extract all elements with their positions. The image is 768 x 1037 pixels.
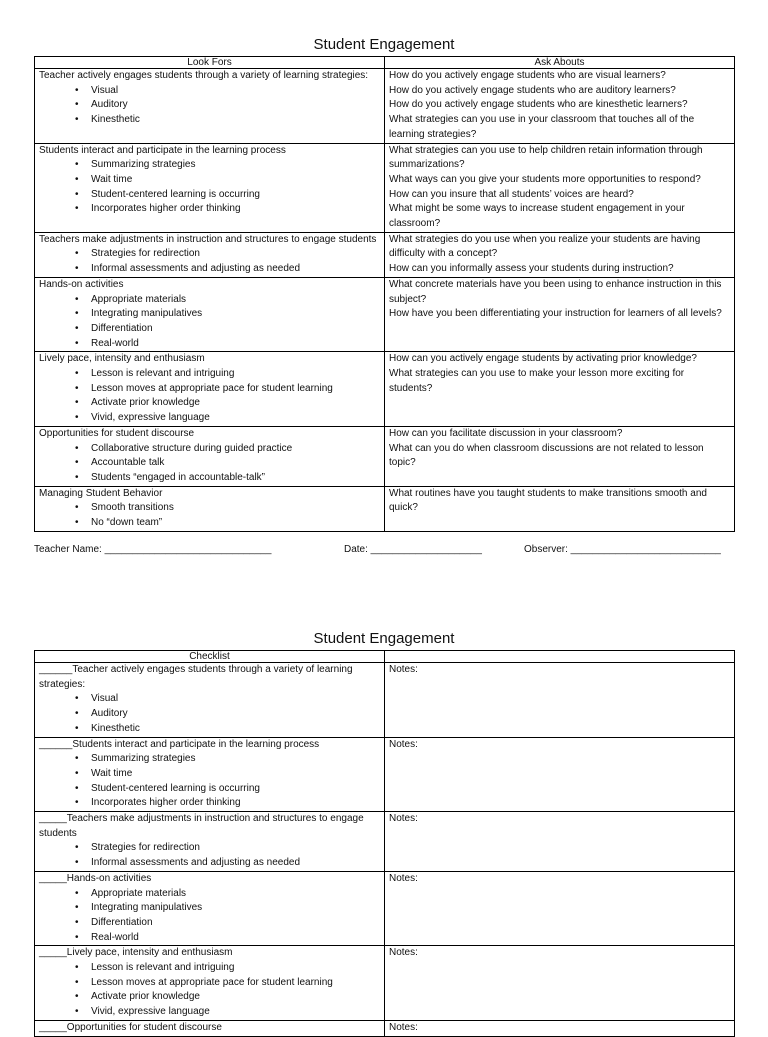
notes-cell[interactable] <box>385 1020 735 1036</box>
list-item: • Visual <box>91 692 380 707</box>
look-for-text: Teachers make adjustments in instruction and structures to engage students <box>39 233 377 245</box>
look-fors-table <box>34 56 735 532</box>
list-item: • Appropriate materials <box>91 887 380 902</box>
notes-cell[interactable] <box>385 946 735 1021</box>
list-item: • Summarizing strategies <box>91 158 380 173</box>
list-item: • Wait time <box>91 173 380 188</box>
list-item: • Students “engaged in accountable-talk” <box>91 471 380 486</box>
checklist-table <box>34 650 735 1037</box>
ask-about-cell <box>385 143 735 232</box>
notes-label: Notes: <box>389 1021 418 1033</box>
ask-about-question: What might be some ways to increase student engagement in your classroom? <box>389 203 685 230</box>
checklist-item-cell <box>35 663 385 738</box>
look-for-list <box>39 84 380 128</box>
date-field[interactable]: Date: ____________________ <box>344 544 482 555</box>
notes-label: Notes: <box>389 813 418 825</box>
list-item: • Differentiation <box>91 322 380 337</box>
ask-about-cell <box>385 486 735 531</box>
look-for-list <box>39 158 380 217</box>
table-row <box>35 871 735 946</box>
look-for-list <box>39 367 380 426</box>
page-title: Student Engagement <box>313 36 455 53</box>
list-item: • Incorporates higher order thinking <box>91 202 380 217</box>
page-title: Student Engagement <box>313 630 455 647</box>
look-for-cell <box>35 486 385 531</box>
ask-about-cell <box>385 232 735 277</box>
checklist-item-cell <box>35 946 385 1021</box>
list-item: • Strategies for redirection <box>91 841 380 856</box>
checklist-item-list <box>39 752 380 811</box>
ask-about-question: How can you informally assess your students during instruction? <box>389 263 674 275</box>
list-item: • Informal assessments and adjusting as needed <box>91 262 380 277</box>
look-for-cell <box>35 277 385 352</box>
notes-cell[interactable] <box>385 737 735 812</box>
list-item: • Kinesthetic <box>91 113 380 128</box>
table-row <box>35 426 735 486</box>
table-row <box>35 812 735 872</box>
look-for-list <box>39 442 380 486</box>
notes-cell[interactable] <box>385 663 735 738</box>
look-for-cell <box>35 143 385 232</box>
list-item: • Accountable talk <box>91 456 380 471</box>
observer-field[interactable]: Observer: ___________________________ <box>524 544 721 555</box>
checklist-item-list <box>39 961 380 1020</box>
look-for-text: Lively pace, intensity and enthusiasm <box>39 353 205 365</box>
notes-cell[interactable] <box>385 812 735 872</box>
list-item: • Student-centered learning is occurring <box>91 188 380 203</box>
table-row <box>35 946 735 1021</box>
table-row <box>35 143 735 232</box>
ask-about-question: What strategies do you use when you realize your students are having difficulty with a concept? <box>389 233 701 260</box>
table-header-row <box>35 57 735 69</box>
checklist-item-list <box>39 887 380 946</box>
ask-about-cell <box>385 352 735 427</box>
table-row <box>35 486 735 531</box>
ask-about-cell <box>385 69 735 144</box>
look-for-cell <box>35 232 385 277</box>
checklist-header: Checklist <box>35 651 385 663</box>
ask-about-question: What strategies can you use to make your lesson more exciting for students? <box>389 368 685 394</box>
ask-about-question: How do you actively engage students who are visual learners? <box>389 70 666 81</box>
table-row <box>35 737 735 812</box>
look-for-text: Opportunities for student discourse <box>39 427 195 439</box>
checklist-item-text: _____Lively pace, intensity and enthusiasm <box>39 947 233 959</box>
notes-cell[interactable] <box>385 871 735 946</box>
look-for-text: Students interact and participate in the learning process <box>39 144 286 156</box>
ask-about-question: How can you facilitate discussion in your classroom? <box>389 427 623 439</box>
list-item: • Activate prior knowledge <box>91 396 380 411</box>
look-for-text: Teacher actively engages students through a variety of learning strategies: <box>39 70 369 81</box>
list-item: • Integrating manipulatives <box>91 307 380 322</box>
list-item: • Vivid, expressive language <box>91 411 380 426</box>
list-item: • Student-centered learning is occurring <box>91 782 380 797</box>
ask-about-question: How have you been differentiating your instruction for learners of all levels? <box>389 308 722 320</box>
ask-about-question: How do you actively engage students who are auditory learners? <box>389 84 676 96</box>
table-header-row <box>35 651 735 663</box>
list-item: • Summarizing strategies <box>91 752 380 767</box>
table-row <box>35 69 735 144</box>
notes-label: Notes: <box>389 664 418 675</box>
look-for-list <box>39 247 380 276</box>
checklist-item-cell <box>35 1020 385 1036</box>
list-item: • Lesson moves at appropriate pace for student learning <box>91 382 380 397</box>
table-row <box>35 352 735 427</box>
list-item: • Activate prior knowledge <box>91 990 380 1005</box>
checklist-item-text: _____Hands-on activities <box>39 872 152 884</box>
look-for-list <box>39 501 380 530</box>
checklist-header-blank <box>385 651 735 663</box>
ask-about-question: How can you actively engage students by activating prior knowledge? <box>389 353 697 365</box>
ask-about-question: What concrete materials have you been using to enhance instruction in this subject? <box>389 278 722 305</box>
list-item: • Lesson moves at appropriate pace for student learning <box>91 976 380 991</box>
list-item: • Collaborative structure during guided practice <box>91 442 380 457</box>
look-for-cell <box>35 352 385 427</box>
look-for-text: Managing Student Behavior <box>39 487 163 499</box>
ask-about-cell <box>385 277 735 352</box>
list-item: • Strategies for redirection <box>91 247 380 262</box>
checklist-item-text: _____Opportunities for student discourse <box>39 1021 222 1033</box>
checklist-item-cell <box>35 737 385 812</box>
list-item: • Auditory <box>91 707 380 722</box>
look-for-text: Hands-on activities <box>39 278 124 290</box>
list-item: • Real-world <box>91 337 380 352</box>
table-row <box>35 232 735 277</box>
ask-about-question: How can you insure that all students’ voices are heard? <box>389 188 634 200</box>
notes-label: Notes: <box>389 738 418 750</box>
ask-about-question: What strategies can you use in your classroom that touches all of the learning strategies? <box>389 114 695 140</box>
checklist-item-text: ______Teacher actively engages students through a variety of learning strategies: <box>39 664 353 690</box>
ask-about-question: What can you do when classroom discussions are not related to lesson topic? <box>389 442 704 469</box>
ask-about-question: What strategies can you use to help children retain information through summarizations? <box>389 144 703 171</box>
look-for-cell <box>35 426 385 486</box>
table-row <box>35 277 735 352</box>
notes-label: Notes: <box>389 872 418 884</box>
list-item: • No “down team” <box>91 516 380 531</box>
ask-abouts-header: Ask Abouts <box>385 57 735 69</box>
list-item: • Differentiation <box>91 916 380 931</box>
list-item: • Smooth transitions <box>91 501 380 516</box>
list-item: • Appropriate materials <box>91 293 380 308</box>
checklist-item-list <box>39 692 380 736</box>
ask-about-question: How do you actively engage students who are kinesthetic learners? <box>389 99 688 111</box>
list-item: • Lesson is relevant and intriguing <box>91 367 380 382</box>
checklist-item-text: ______Students interact and participate in the learning process <box>39 738 320 750</box>
table-row <box>35 1020 735 1036</box>
ask-about-question: What routines have you taught students to make transitions smooth and quick? <box>389 487 707 514</box>
look-for-cell <box>35 69 385 144</box>
list-item: • Vivid, expressive language <box>91 1005 380 1020</box>
checklist-item-cell <box>35 871 385 946</box>
checklist-item-list <box>39 841 380 870</box>
list-item: • Informal assessments and adjusting as needed <box>91 856 380 871</box>
checklist-item-text: _____Teachers make adjustments in instruction and structures to engage students <box>39 813 364 839</box>
list-item: • Visual <box>91 84 380 99</box>
ask-about-question: What ways can you give your students more opportunities to respond? <box>389 173 701 185</box>
list-item: • Incorporates higher order thinking <box>91 796 380 811</box>
list-item: • Auditory <box>91 98 380 113</box>
teacher-name-field[interactable]: Teacher Name: ______________________________ <box>34 544 272 555</box>
ask-about-cell <box>385 426 735 486</box>
look-fors-header: Look Fors <box>35 57 385 69</box>
look-for-list <box>39 293 380 352</box>
checklist-item-cell <box>35 812 385 872</box>
list-item: • Wait time <box>91 767 380 782</box>
notes-label: Notes: <box>389 947 418 959</box>
list-item: • Integrating manipulatives <box>91 901 380 916</box>
table-row <box>35 663 735 738</box>
list-item: • Kinesthetic <box>91 722 380 737</box>
list-item: • Real-world <box>91 931 380 946</box>
list-item: • Lesson is relevant and intriguing <box>91 961 380 976</box>
